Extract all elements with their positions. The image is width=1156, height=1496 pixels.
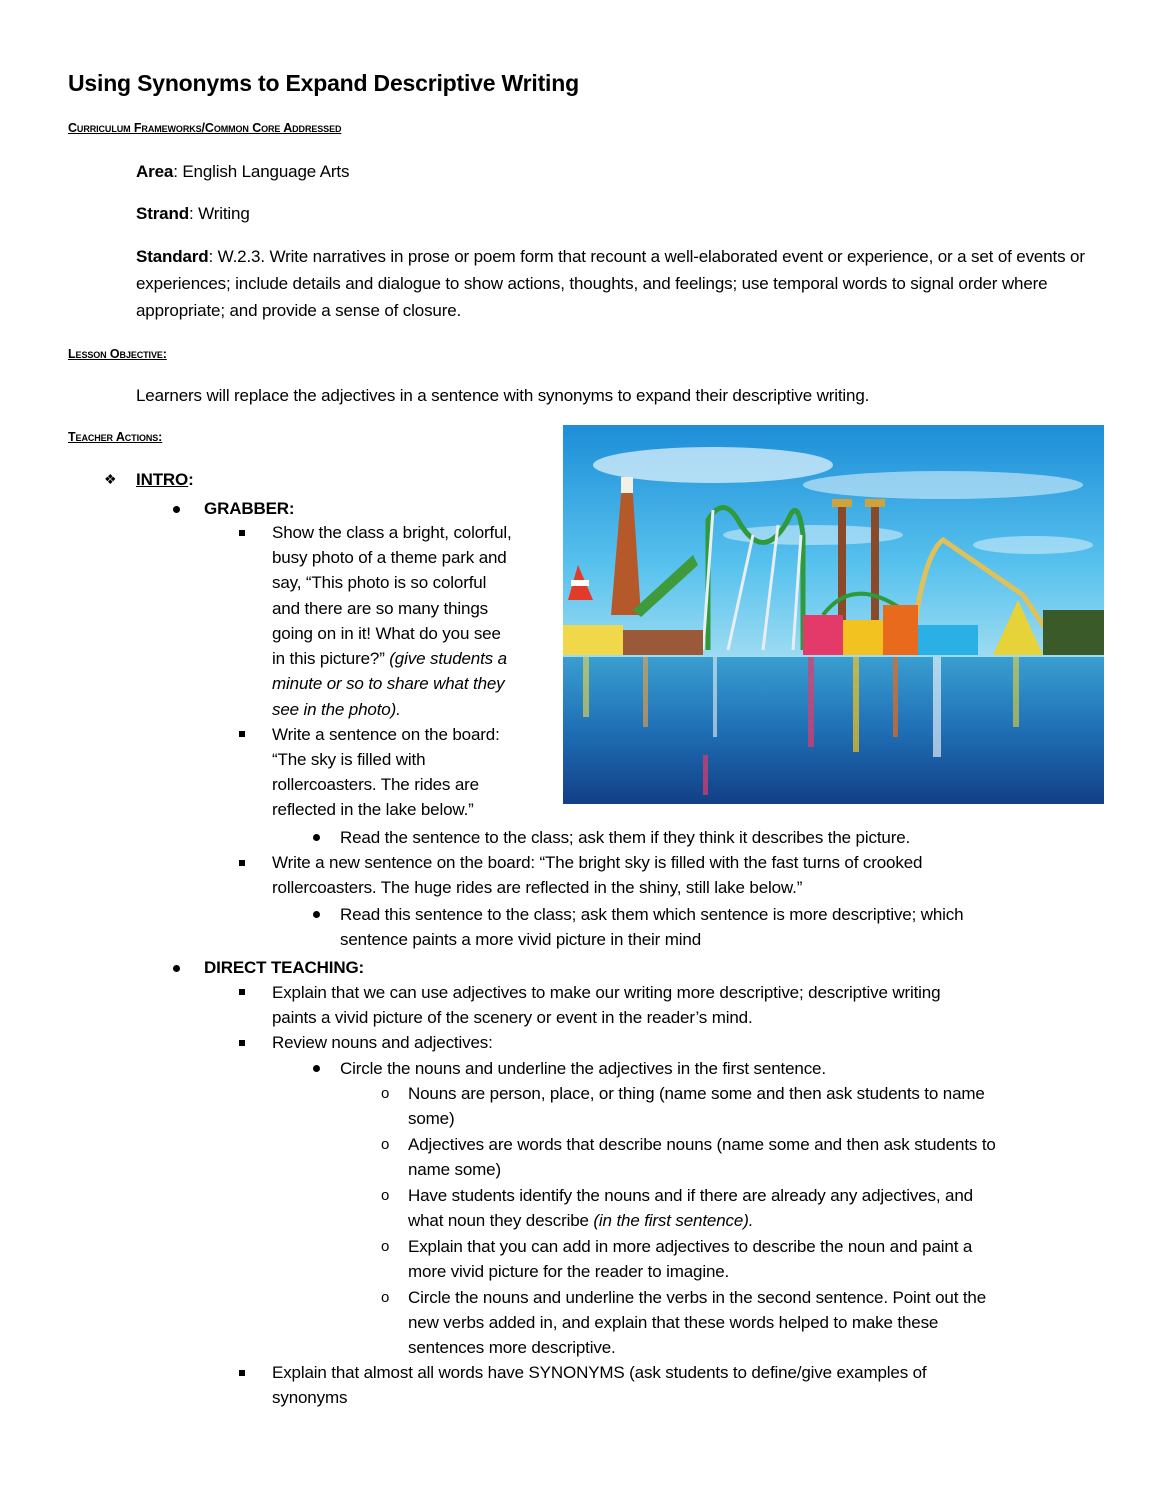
read-first-line: Read the sentence to the class; ask them if they think it describes the picture. [340,828,911,847]
bullet-dot-icon [313,911,320,918]
new-sentence-line: Write a new sentence on the board: “The bright sky is filled with the fast turns of crooked [272,853,923,872]
strand-label: Strand [136,204,189,223]
circle-bullet-icon: o [381,1238,390,1255]
strand-line [136,200,1096,227]
bullet-dot-icon [173,506,180,513]
circle-bullet-icon: o [381,1085,390,1102]
curriculum-heading: Curriculum Frameworks/Common Core Addressed [68,121,342,135]
circle-bullet-icon: o [381,1187,390,1204]
theme-park-illustration [563,425,1104,804]
standard-label: Standard [136,247,209,266]
identify-text: what noun they describe [408,1211,594,1230]
write-sentence-line: Write a sentence on the board: [272,725,500,744]
intro-label: INTRO [136,470,189,489]
circle-first-line: Circle the nouns and underline the adjectives in the first sentence. [340,1059,826,1078]
grabber-text: in this picture?” [272,649,390,668]
standard-paragraph [136,243,1091,324]
grabber-italic-note: see in the photo). [272,700,401,719]
identify-line: Have students identify the nouns and if there are already any adjectives, and [408,1186,973,1205]
circle-second-line: sentences more descriptive. [408,1338,616,1357]
square-bullet-icon [239,1370,245,1376]
grabber-label: GRABBER: [204,499,295,518]
standard-value: : W.2.3. Write narratives in prose or poem form that recount a well-elaborated event or experience, or a set of events or experiences; include details and dialogue to show actions, thoughts, and feelings; use temporal words to signal order where appropriate; and provide a sense of closure. [136,247,1085,320]
grabber-line [272,698,401,722]
review-line: Review nouns and adjectives: [272,1033,493,1052]
grabber-line: going on in it! What do you see [272,624,501,643]
circle-second-line: new verbs added in, and explain that these words helped to make these [408,1313,939,1332]
objective-text: Learners will replace the adjectives in a sentence with synonyms to expand their descriptive writing. [136,386,870,405]
synonyms-line: Explain that almost all words have SYNONYMS (ask students to define/give examples of [272,1363,927,1382]
intro-label-line [136,468,194,492]
area-value: : English Language Arts [173,162,350,181]
objective-heading: Lesson Objective: [68,347,167,361]
square-bullet-icon [239,989,245,995]
explain-adjectives-line: paints a vivid picture of the scenery or event in the reader’s mind. [272,1008,753,1027]
direct-teaching-label: DIRECT TEACHING: [204,958,365,977]
document-title: Using Synonyms to Expand Descriptive Writing [68,70,579,96]
read-second-line: sentence paints a more vivid picture in their mind [340,930,702,949]
area-label: Area [136,162,174,181]
square-bullet-icon [239,530,245,536]
explain-adjectives-line: Explain that we can use adjectives to make our writing more descriptive; descriptive writing [272,983,941,1002]
bullet-dot-icon [173,965,180,972]
bullet-dot-icon [313,834,320,841]
grabber-line: busy photo of a theme park and [272,548,507,567]
identify-line [408,1209,753,1233]
bullet-dot-icon [313,1065,320,1072]
identify-italic-note: (in the first sentence). [593,1211,754,1230]
teacher-actions-heading: Teacher Actions: [68,430,163,444]
adjectives-line: Adjectives are words that describe nouns (name some and then ask students to [408,1135,996,1154]
nouns-line: Nouns are person, place, or thing (name some and then ask students to name [408,1084,985,1103]
read-second-line: Read this sentence to the class; ask them which sentence is more descriptive; which [340,905,964,924]
circle-second-line: Circle the nouns and underline the verbs in the second sentence. Point out the [408,1288,987,1307]
intro-colon: : [188,470,194,489]
write-sentence-line: “The sky is filled with [272,750,426,769]
strand-value: : Writing [188,204,250,223]
area-line [136,158,1096,185]
square-bullet-icon [239,1040,245,1046]
grabber-line: say, “This photo is so colorful [272,573,487,592]
new-sentence-line: rollercoasters. The huge rides are reflected in the shiny, still lake below.” [272,878,803,897]
grabber-line [272,672,505,696]
grabber-italic-note: minute or so to share what they [272,674,505,693]
square-bullet-icon [239,860,245,866]
circle-bullet-icon: o [381,1289,390,1306]
adjectives-line: name some) [408,1160,501,1179]
grabber-line [272,647,507,671]
circle-bullet-icon: o [381,1136,390,1153]
theme-park-photo [563,425,1104,804]
write-sentence-line: rollercoasters. The rides are [272,775,479,794]
grabber-italic-note: (give students a [389,649,507,668]
square-bullet-icon [239,731,245,737]
nouns-line: some) [408,1109,455,1128]
write-sentence-line: reflected in the lake below.” [272,800,474,819]
add-more-line: Explain that you can add in more adjectives to describe the noun and paint a [408,1237,973,1256]
synonyms-line: synonyms [272,1388,348,1407]
grabber-line: Show the class a bright, colorful, [272,523,512,542]
grabber-line: and there are so many things [272,599,488,618]
diamond-bullet-icon: ❖ [104,471,117,487]
add-more-line: more vivid picture for the reader to imagine. [408,1262,730,1281]
